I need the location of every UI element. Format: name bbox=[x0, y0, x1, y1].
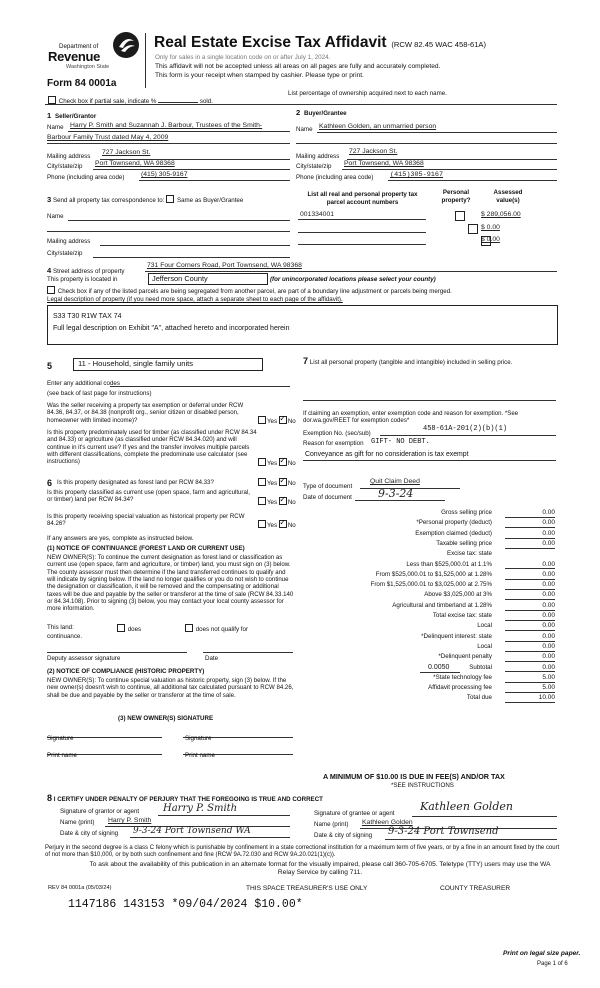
tax-row-label: Taxable selling price bbox=[436, 539, 492, 547]
seller-name-rule-2 bbox=[47, 143, 290, 144]
use-code-select[interactable] bbox=[73, 358, 263, 371]
personal-property-rule bbox=[303, 400, 556, 401]
tax-row-value[interactable]: 0.00 bbox=[505, 612, 555, 621]
tax-row bbox=[300, 519, 555, 529]
tax-row-value[interactable]: 0.00 bbox=[505, 530, 555, 539]
tax-row bbox=[300, 550, 555, 560]
q2-yes-no bbox=[258, 458, 296, 468]
tax-row-value[interactable]: 0.00 bbox=[505, 622, 555, 631]
seller-heading-text: Seller/Grantor bbox=[54, 113, 97, 120]
grantee-date-city[interactable]: 9-3-24 Port Townsend bbox=[388, 826, 499, 837]
section7-heading bbox=[303, 356, 555, 367]
subtitle-3-text: This form is your receipt when stamped by cashier. Please type or print. bbox=[155, 72, 364, 79]
section3-heading bbox=[47, 195, 243, 205]
section3-mailing-label: Mailing address bbox=[47, 238, 91, 245]
seller-city-rule bbox=[93, 169, 290, 170]
tax-row bbox=[300, 561, 555, 571]
section7-num: 7 bbox=[303, 356, 309, 366]
s6q1-no-checkbox[interactable] bbox=[279, 478, 287, 486]
partial-sold-label: sold. bbox=[199, 98, 213, 105]
tax-row-label: Less than $525,000.01 at 1.1% bbox=[406, 560, 492, 568]
deputy-sig-rule bbox=[47, 652, 187, 653]
tax-row bbox=[300, 540, 555, 550]
same-as-buyer-checkbox[interactable] bbox=[166, 195, 174, 203]
street-rule bbox=[145, 271, 557, 272]
treasurer-stamp: 1147186 143153 *09/04/2024 $10.00* bbox=[68, 898, 303, 911]
reason-label: Reason for exemption bbox=[303, 440, 364, 447]
seller-city-label: City/state/zip bbox=[47, 163, 83, 170]
street-address[interactable]: 731 Four Corners Road, Port Townsend, WA 98368 bbox=[147, 262, 302, 269]
buyer-phone-label: Phone (including area code) bbox=[296, 174, 374, 181]
s6q2-yes-no bbox=[258, 497, 296, 507]
grantor-date-rule bbox=[130, 837, 290, 838]
exemption-no-label: Exemption No. (sec/sub) bbox=[303, 430, 371, 437]
exemption-no-rule bbox=[380, 435, 556, 436]
timber-question: Is this property predominately used for timber (as classified under RCW 84.34 and 84.33) or agriculture (as classified under RCW 84.34.020) and will continue in it's current use? If yes and the transfer involves multiple parcels with different classifications, complete the predominate use calculator (see instructions) bbox=[47, 429, 257, 466]
q1-no-label: No bbox=[287, 418, 296, 425]
grantee-print-label: Name (print) bbox=[314, 821, 349, 828]
section3-city-label: City/state/zip bbox=[47, 250, 83, 257]
unincorporated-note: (for unincorporated locations please select your county) bbox=[270, 276, 436, 283]
notice-continuance-heading: (1) NOTICE OF CONTINUANCE (FOREST LAND OR CURRENT USE) bbox=[47, 545, 245, 552]
seller-phone-rule bbox=[139, 180, 290, 181]
segregated-label: Check box if any of the listed parcels are being segregated from another parcel, are part of a boundary line adjustment or parcels being merged. bbox=[57, 288, 452, 295]
tax-row-label: Local bbox=[477, 622, 492, 630]
notice-compliance-body: NEW OWNER(S): To continue special valuation as historic property, sign (3) below. If the new owner(s) doesn't wish to continue, all additional tax calculated pursuant to RCW 84.26, shall be due and payable by the seller or transferor at the time of sale. bbox=[47, 677, 294, 699]
tax-row-value[interactable]: 5.00 bbox=[505, 684, 555, 693]
revenue-wordmark: Revenue bbox=[48, 49, 101, 64]
seller-heading bbox=[47, 111, 96, 121]
buyer-city[interactable]: Port Townsend, WA 98368 bbox=[344, 160, 424, 167]
buyer-phone-rule bbox=[388, 180, 557, 181]
tax-row-label: Affidavit processing fee bbox=[428, 684, 492, 692]
exemption-no[interactable]: 458-61A-201(2)(b)(1) bbox=[423, 425, 508, 433]
doc-type[interactable]: Quit Claim Deed bbox=[370, 478, 420, 485]
grantee-sig-rule bbox=[412, 816, 557, 817]
parcel-rule-3 bbox=[298, 244, 426, 245]
tax-row bbox=[300, 571, 555, 581]
revision-number: REV 84 0001a (05/03/24) bbox=[48, 885, 112, 891]
s6q1-yes-checkbox[interactable] bbox=[258, 478, 266, 486]
county-treasurer-label: COUNTY TREASURER bbox=[440, 885, 511, 892]
tax-row-label: Above $3,025,000 at 3% bbox=[424, 591, 492, 599]
subtitle-3 bbox=[155, 72, 364, 80]
tax-row bbox=[300, 684, 555, 694]
seller-phone-label: Phone (including area code) bbox=[47, 174, 125, 181]
notice-compliance-heading: (2) NOTICE OF COMPLIANCE (HISTORIC PROPERTY) bbox=[47, 668, 205, 675]
form-title bbox=[154, 34, 486, 53]
s6q3-yes-checkbox[interactable] bbox=[258, 520, 266, 528]
buyer-city-label: City/state/zip bbox=[296, 163, 332, 170]
buyer-name-rule-2 bbox=[296, 143, 557, 144]
tax-row-value[interactable]: 0.00 bbox=[505, 561, 555, 570]
assessed-value-1[interactable]: $ 289,056.00 bbox=[481, 211, 521, 218]
tax-row bbox=[300, 509, 555, 519]
section3-name-rule-2 bbox=[47, 231, 290, 232]
seller-city[interactable]: Port Townsend, WA 98368 bbox=[95, 160, 175, 167]
buyer-name-label: Name bbox=[296, 126, 313, 133]
does-not-label: does not qualify for bbox=[195, 626, 249, 633]
tax-row bbox=[300, 591, 555, 601]
grantee-sig-label: Signature of grantee or agent bbox=[314, 810, 395, 817]
ownership-pct-note: List percentage of ownership acquired next to each name. bbox=[288, 90, 447, 97]
this-land-label: This land: bbox=[47, 624, 74, 631]
owner-signature-label-1: Signature bbox=[47, 735, 74, 742]
reason-value[interactable]: GIFT- NO DEBT. bbox=[371, 438, 430, 446]
tax-row-label: Excise tax: state bbox=[446, 550, 492, 558]
seller-num: 1 bbox=[47, 111, 52, 120]
personal-property-checkbox-2[interactable] bbox=[468, 224, 478, 234]
title-text: Real Estate Excise Tax Affidavit bbox=[154, 34, 387, 51]
q2-no-label: No bbox=[287, 460, 296, 467]
tax-row-label: *Personal property (deduct) bbox=[416, 519, 492, 527]
rcw-text: (RCW 82.45 WAC 458-61A) bbox=[391, 40, 487, 49]
s6q1-yes-no bbox=[258, 478, 296, 488]
seller-name-rule bbox=[68, 131, 290, 132]
tax-row bbox=[300, 694, 555, 704]
current-use-question: Is this property classified as current use (open space, farm and agricultural, or timber) land per RCW 84.34? bbox=[47, 489, 250, 504]
grantor-date-label: Date & city of signing bbox=[60, 830, 119, 837]
historic-question: Is this property receiving special valuation as historical property per RCW 84.26? bbox=[47, 513, 245, 528]
additional-codes-label: Enter any additional codes bbox=[47, 380, 120, 387]
tax-row bbox=[300, 530, 555, 540]
s6q3-no-label: No bbox=[287, 522, 296, 529]
q1-yes-label: Yes bbox=[267, 418, 278, 425]
grantee-signature[interactable]: Kathleen Golden bbox=[420, 800, 513, 813]
doc-date-label: Date of document bbox=[303, 494, 352, 501]
tax-row-value[interactable]: 0.00 bbox=[505, 581, 555, 590]
buyer-heading bbox=[296, 108, 347, 118]
buyer-mailing-label: Mailing address bbox=[296, 153, 340, 160]
tax-row-value[interactable]: 0.00 bbox=[505, 664, 555, 673]
seller-phone[interactable]: (415) 305-9167 bbox=[141, 171, 188, 178]
s6q3-yes-no bbox=[258, 520, 296, 530]
tax-row-value[interactable]: 0.00 bbox=[505, 643, 555, 652]
section8-num: 8 bbox=[47, 793, 53, 803]
tax-row bbox=[300, 674, 555, 684]
certify-text: I CERTIFY UNDER PENALTY OF PERJURY THAT THE FOREGOING IS TRUE AND CORRECT bbox=[53, 796, 323, 803]
tax-row-label: *State technology fee bbox=[433, 673, 492, 681]
tax-row-value[interactable]: 0.00 bbox=[505, 633, 555, 642]
seller-name-line1[interactable]: Harry P. Smith and Suzannah J. Barbour, Trustees of the Smith- bbox=[70, 122, 263, 129]
tax-row-value[interactable]: 10.00 bbox=[505, 694, 555, 703]
located-label: This property is located in bbox=[47, 276, 118, 283]
form-number: Form 84 0001a bbox=[47, 78, 117, 89]
reason-rule bbox=[303, 460, 556, 461]
deputy-label: Deputy assessor signature bbox=[47, 655, 121, 662]
dept-line: Department of bbox=[59, 43, 99, 50]
additional-codes-rule bbox=[110, 386, 290, 387]
parcel-header: List all real and personal property tax parcel account numbers bbox=[307, 191, 418, 206]
buyer-city-rule bbox=[342, 169, 557, 170]
exemption-question: Was the seller receiving a property tax exemption or deferral under RCW 84.36, 84.37, or 84.38 (nonprofit org., senior citizen or disabled person, homeowner with limited income)? bbox=[47, 402, 244, 424]
tax-row-label: Agricultural and timberland at 1.28% bbox=[392, 601, 492, 609]
tax-row bbox=[300, 633, 555, 643]
s6q3-no-checkbox[interactable] bbox=[279, 520, 287, 528]
buyer-num: 2 bbox=[296, 108, 301, 117]
assessed-value-2[interactable]: $ 0.00 bbox=[481, 224, 500, 231]
tax-row-label: Total excise tax: state bbox=[432, 612, 492, 619]
tax-row-label: From $525,000.01 to $1,525,000 at 1.28% bbox=[375, 570, 492, 578]
q2-yes-label: Yes bbox=[267, 460, 278, 467]
treasurer-use-label: THIS SPACE TREASURER'S USE ONLY bbox=[246, 885, 368, 892]
legal-paper-note: Print on legal size paper. bbox=[503, 950, 581, 957]
local-rate-rule bbox=[420, 672, 460, 673]
tax-row-label: *Delinquent penalty bbox=[438, 653, 492, 661]
tax-row-label: Local bbox=[477, 642, 492, 650]
tax-row-label: *Delinquent interest: state bbox=[421, 632, 492, 640]
section7-text: List all personal property (tangible and intangible) included in selling price. bbox=[309, 359, 513, 366]
grantor-print-label: Name (print) bbox=[60, 819, 95, 826]
doc-type-label: Type of document bbox=[303, 483, 353, 490]
seller-mailing[interactable]: 727 Jackson St. bbox=[102, 149, 151, 156]
q2-no-checkbox[interactable] bbox=[279, 458, 287, 466]
owner-signature-label-2: Signature bbox=[185, 735, 212, 742]
state-line: Washington State bbox=[66, 64, 110, 70]
does-not-checkbox[interactable] bbox=[185, 624, 193, 632]
deputy-date-rule bbox=[203, 652, 293, 653]
section6-num: 6 bbox=[47, 478, 53, 488]
seller-name-label: Name bbox=[47, 124, 64, 131]
reason-value-2[interactable]: Conveyance as gift for no consideration is tax exempt bbox=[305, 451, 469, 458]
s6q1-yes-label: Yes bbox=[267, 480, 278, 487]
tax-row-label: Exemption claimed (deduct) bbox=[415, 529, 492, 537]
minimum-due: A MINIMUM OF $10.00 IS DUE IN FEE(S) AND/OR TAX bbox=[323, 772, 505, 781]
tax-row-label: Subtotal bbox=[469, 663, 492, 671]
personal-property-checkbox-1[interactable] bbox=[455, 211, 465, 221]
same-as-buyer-label: Same as Buyer/Grantee bbox=[176, 197, 244, 204]
s6q2-no-checkbox[interactable] bbox=[279, 497, 287, 505]
buyer-mailing[interactable]: 727 Jackson St. bbox=[349, 148, 398, 155]
new-owner-sig-heading: (3) NEW OWNER(S) SIGNATURE bbox=[118, 715, 214, 722]
subtitle-1: Only for sales in a single location code on or after July 1, 2024. bbox=[155, 54, 331, 61]
personal-header: Personal property? bbox=[441, 189, 471, 204]
does-checkbox[interactable] bbox=[117, 624, 125, 632]
section4-num: 4 bbox=[47, 266, 52, 275]
page-number: Page 1 of 6 bbox=[537, 961, 568, 967]
q2-yes-checkbox[interactable] bbox=[258, 458, 266, 466]
tax-row-value[interactable]: 0.00 bbox=[505, 591, 555, 600]
s6q1-no-label: No bbox=[287, 480, 296, 487]
header-rule bbox=[45, 104, 557, 105]
s6q2-yes-label: Yes bbox=[267, 499, 278, 506]
section3-num: 3 bbox=[47, 195, 52, 204]
owner-print-label-1: Print name bbox=[47, 752, 77, 759]
section3-mailing-rule bbox=[100, 245, 290, 246]
s6q3-yes-label: Yes bbox=[267, 522, 278, 529]
parcel-rule-1 bbox=[298, 219, 426, 220]
buyer-name[interactable]: Kathleen Golden, an unmarried person bbox=[319, 123, 437, 130]
buyer-heading-text: Buyer/Grantee bbox=[303, 110, 347, 117]
header-divider bbox=[145, 33, 146, 88]
tax-row-value[interactable]: 0.00 bbox=[505, 509, 555, 518]
tax-row bbox=[300, 602, 555, 612]
legal-desc-line1: S33 T30 R1W TAX 74 bbox=[53, 313, 122, 320]
q1-no-checkbox[interactable] bbox=[279, 416, 287, 424]
use-code-value: 11 - Household, single family units bbox=[78, 359, 194, 368]
section3-name-rule bbox=[68, 220, 290, 221]
partial-sale-field[interactable] bbox=[158, 102, 198, 103]
see-back-note: (see back of last page for instructions) bbox=[47, 390, 152, 397]
partial-sale-checkbox[interactable] bbox=[48, 96, 56, 104]
tax-row-label: From $1,525,000.01 to $3,025,000 at 2.75% bbox=[370, 581, 492, 589]
assessed-header: Assessed value(s) bbox=[493, 189, 523, 204]
tax-row-value[interactable]: 0.00 bbox=[505, 653, 555, 662]
dor-logo bbox=[48, 30, 140, 70]
legal-desc-label: Legal description of property (if you need more space, attach a separate sheet to each page of the affidavit). bbox=[47, 296, 343, 303]
deputy-date-label: Date bbox=[205, 655, 219, 662]
assessed-value-3[interactable]: $ 0.00 bbox=[481, 236, 500, 243]
local-rate: 0.0050 bbox=[428, 664, 450, 671]
tax-row bbox=[300, 581, 555, 591]
tax-row-value[interactable]: 0.00 bbox=[505, 519, 555, 528]
see-instructions: *SEE INSTRUCTIONS bbox=[391, 782, 454, 789]
s6q2-no-label: No bbox=[287, 499, 296, 506]
continuance-label: continuance. bbox=[47, 633, 83, 640]
section3-name-label: Name bbox=[47, 213, 64, 220]
revenue-logo-icon bbox=[112, 31, 140, 59]
q1-yes-checkbox[interactable] bbox=[258, 416, 266, 424]
grantee-print-name[interactable]: Kathleen Golden bbox=[362, 819, 413, 826]
section5-num: 5 bbox=[47, 361, 53, 371]
does-not-option bbox=[185, 624, 248, 634]
parcel-number-1[interactable]: 001334001 bbox=[300, 211, 335, 218]
tax-row bbox=[300, 612, 555, 622]
grantor-date-city[interactable]: 9-3-24 Port Townsend WA bbox=[133, 826, 251, 836]
alternate-format-notice: To ask about the availability of this publication in an alternate format for the visually impaired, please call 360-705-6705. Teletype (TTY) users may use the WA Relay Service by calling 711. bbox=[89, 861, 551, 876]
grantor-signature[interactable]: Harry P. Smith bbox=[163, 803, 238, 814]
tax-row-value[interactable]: 0.00 bbox=[505, 540, 555, 549]
partial-sale-label: Check box if partial sale, indicate % bbox=[58, 98, 157, 105]
section3-text: Send all property tax correspondence to: bbox=[52, 197, 165, 204]
does-label: does bbox=[127, 626, 142, 633]
tax-row bbox=[300, 653, 555, 663]
seller-name-line2[interactable]: Barbour Family Trust dated May 4, 2009 bbox=[47, 134, 169, 141]
county-value: Jefferson County bbox=[152, 274, 208, 283]
grantee-date-label: Date & city of signing bbox=[314, 832, 373, 839]
parcel-rule-2 bbox=[298, 232, 426, 233]
section3-city-rule bbox=[93, 257, 290, 258]
grantor-sig-label: Signature of grantor or agent bbox=[60, 808, 140, 815]
street-label: Street address of property bbox=[52, 268, 125, 275]
if-yes-note: If any answers are yes, complete as instructed below. bbox=[47, 535, 194, 542]
q1-yes-no bbox=[258, 416, 296, 426]
grantor-print-name[interactable]: Harry P. Smith bbox=[108, 817, 152, 824]
buyer-name-rule bbox=[317, 132, 557, 133]
grantee-date-rule bbox=[385, 839, 557, 840]
subtitle-2: This affidavit will not be accepted unless all areas on all pages are fully and accurately completed. bbox=[155, 63, 441, 70]
county-select[interactable] bbox=[148, 273, 268, 285]
does-option bbox=[117, 624, 141, 634]
doc-date-rule bbox=[355, 500, 445, 501]
segregated-row bbox=[47, 286, 452, 296]
tax-row-label: Gross selling price bbox=[441, 509, 492, 516]
perjury-notice: Perjury in the second degree is a class C felony which is punishable by confinement in a state correctional institution for a maximum term of five years, or by a fine in an amount fixed by the court of not more than $10,000, or by both such confinement and fine (RCW 9A.72.030 and RCW 9A.20.021(1)(c)). bbox=[45, 845, 560, 859]
buyer-phone[interactable]: (415)305-9167 bbox=[390, 171, 444, 179]
tax-row-value[interactable]: 0.00 bbox=[505, 571, 555, 580]
legal-description-box[interactable] bbox=[47, 305, 558, 345]
tax-row bbox=[300, 643, 555, 653]
tax-row-value[interactable]: 5.00 bbox=[505, 674, 555, 683]
legal-desc-line2: Full legal description on Exhibit "A", attached hereto and incorporated herein bbox=[53, 325, 290, 332]
tax-row bbox=[300, 622, 555, 632]
owner-print-label-2: Print name bbox=[185, 752, 215, 759]
doc-date[interactable]: 9-3-24 bbox=[378, 487, 414, 500]
section4-street-row bbox=[47, 266, 125, 276]
notice-continuance-body: NEW OWNER(S): To continue the current designation as forest land or classification as current use (open space, farm and agriculture, or timber) land, you must sign on (3) below. The county assessor must then determine if the land transferred continues to qualify and will indicate by signing below. If the land no longer qualifies or you do not wish to continue the designation or classification, it will be removed and the compensating or additional taxes will be due and payable by the seller or transferor at the time of sale (RCW 84.33.140 or 84.34.108). Prior to signing (3) below, you may contact your local county assessor for more information. bbox=[47, 554, 294, 613]
seller-mailing-label: Mailing address bbox=[47, 153, 91, 160]
forest-question: Is this property designated as forest land per RCW 84.33? bbox=[57, 479, 214, 486]
segregated-checkbox[interactable] bbox=[47, 286, 55, 294]
tax-row-value[interactable]: 0.00 bbox=[505, 602, 555, 611]
s6q2-yes-checkbox[interactable] bbox=[258, 497, 266, 505]
exemption-claim-text: If claiming an exemption, enter exemption code and reason for exemption. *See dor.wa.gov/REET for exemption codes* bbox=[303, 410, 519, 425]
tax-row-label: Total due bbox=[466, 694, 492, 702]
grantor-sig-rule bbox=[158, 815, 290, 816]
